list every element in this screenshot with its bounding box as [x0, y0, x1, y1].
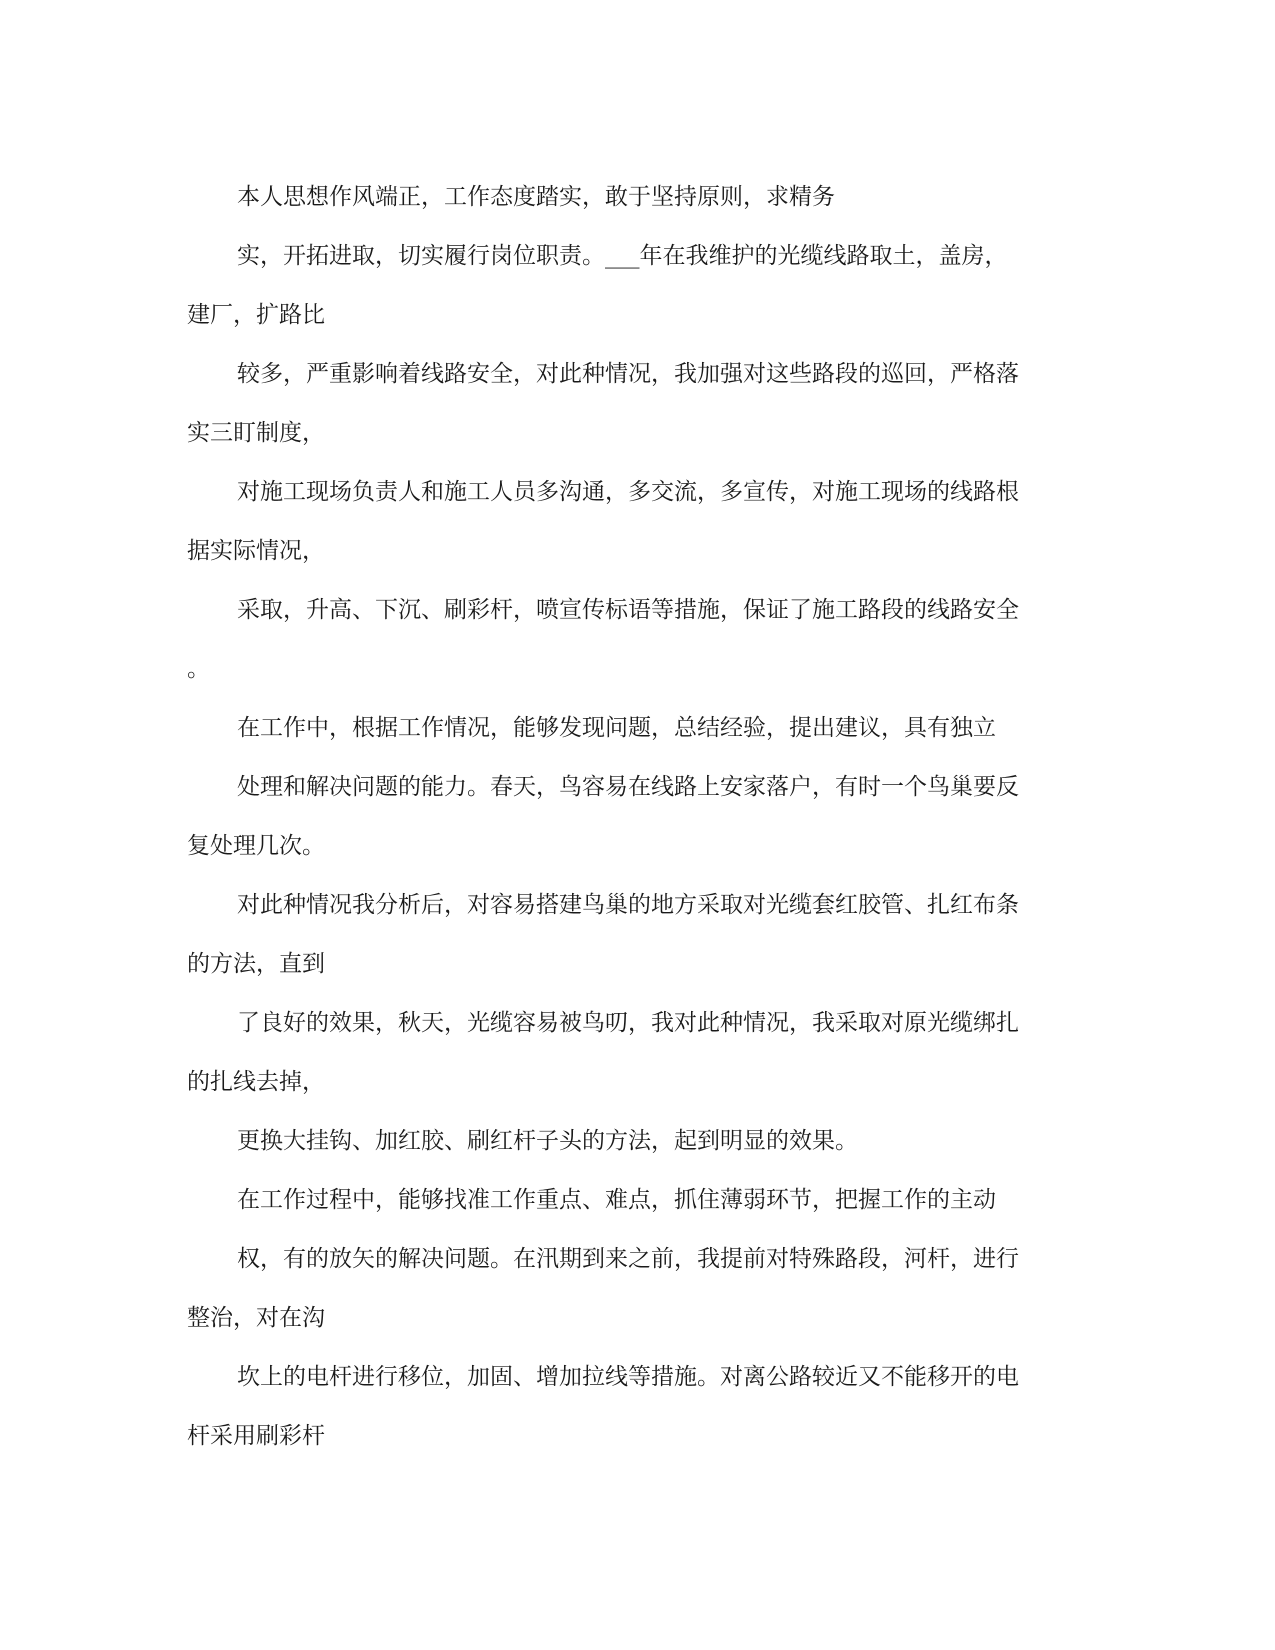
text-line: 的扎线去掉，: [187, 1069, 325, 1095]
text-line: 杆采用刷彩杆: [187, 1423, 325, 1449]
text-line: 较多，严重影响着线路安全，对此种情况，我加强对这些路段的巡回，严格落: [237, 361, 1019, 387]
text-line: 对施工现场负责人和施工人员多沟通，多交流，多宣传，对施工现场的线路根: [237, 479, 1019, 505]
text-line: 实三盯制度，: [187, 420, 325, 446]
text-line: 采取，升高、下沉、刷彩杆，喷宣传标语等措施，保证了施工路段的线路安全: [237, 597, 1019, 623]
text-line: 对此种情况我分析后，对容易搭建鸟巢的地方采取对光缆套红胶管、扎红布条: [237, 892, 1019, 918]
document-body: [187, 168, 1087, 1466]
text-line: 处理和解决问题的能力。春天，鸟容易在线路上安家落户，有时一个鸟巢要反: [237, 774, 1019, 800]
text-line: 实，开拓进取，切实履行岗位职责。___年在我维护的光缆线路取土，盖房，: [237, 243, 1008, 269]
text-line: 据实际情况，: [187, 538, 325, 564]
text-line: 权，有的放矢的解决问题。在汛期到来之前，我提前对特殊路段，河杆，进行: [237, 1246, 1019, 1272]
text-line: 整治，对在沟: [187, 1305, 325, 1331]
text-line: 建厂，扩路比: [187, 302, 325, 328]
text-line: 更换大挂钩、加红胶、刷红杆子头的方法，起到明显的效果。: [237, 1128, 858, 1154]
text-line: 在工作过程中，能够找准工作重点、难点，抓住薄弱环节，把握工作的主动: [237, 1187, 996, 1213]
text-line: 在工作中，根据工作情况，能够发现问题，总结经验，提出建议，具有独立: [237, 715, 996, 741]
text-line: 了良好的效果，秋天，光缆容易被鸟叨，我对此种情况，我采取对原光缆绑扎: [237, 1010, 1019, 1036]
text-line: 复处理几次。: [187, 833, 325, 859]
text-line: 本人思想作风端正，工作态度踏实，敢于坚持原则，求精务: [237, 184, 835, 210]
text-line: 坎上的电杆进行移位，加固、增加拉线等措施。对离公路较近又不能移开的电: [237, 1364, 1019, 1390]
text-line: 。: [187, 656, 210, 682]
text-line: 的方法，直到: [187, 951, 325, 977]
